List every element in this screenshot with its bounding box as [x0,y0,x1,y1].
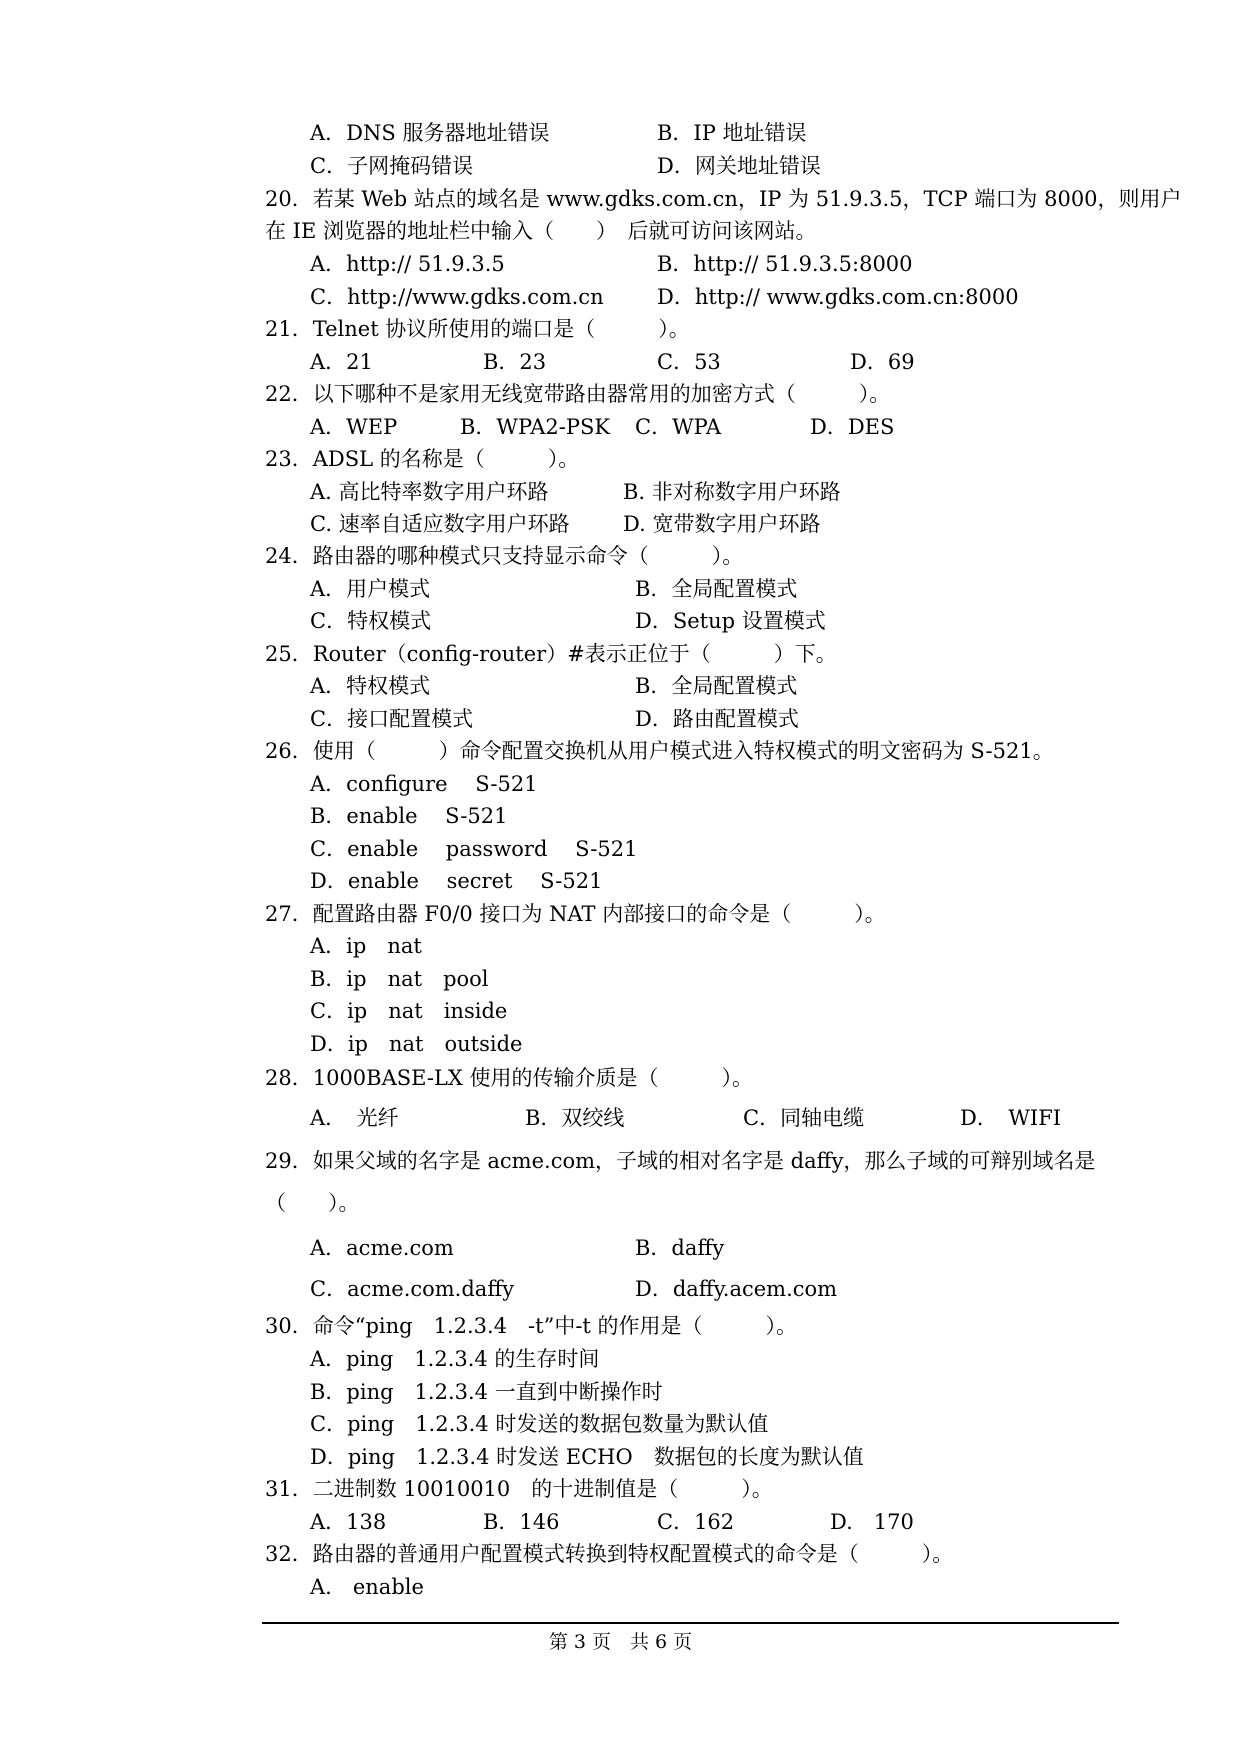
text-line: C．enable password S-521 [310,837,638,861]
text-line: C．ping 1.2.3.4 时发送的数据包数量为默认值 [310,1412,769,1436]
text-line: D．ping 1.2.3.4 时发送 ECHO 数据包的长度为默认值 [310,1445,864,1469]
answer-option: D. 宽带数字用户环路 [623,512,821,536]
text-line: B．ping 1.2.3.4 一直到中断操作时 [310,1380,663,1404]
answer-option: D．69 [850,350,915,374]
answer-option: C. 速率自适应数字用户环路 [310,512,570,536]
text-line: 30．命令“ping 1.2.3.4 -t”中-t 的作用是（ ）。 [265,1314,798,1338]
text-line: B．ip nat pool [310,967,489,991]
answer-option: B．全局配置模式 [635,674,798,698]
text-line: A．ip nat [310,934,422,958]
answer-option: B．http:// 51.9.3.5:8000 [657,252,913,276]
text-line: 24．路由器的哪种模式只支持显示命令（ ）。 [265,544,744,568]
answer-option: B. 非对称数字用户环路 [623,480,841,504]
text-line: A．configure S-521 [310,772,538,796]
answer-option: D．daffy.acem.com [635,1277,838,1301]
text-line: 21．Telnet 协议所使用的端口是（ ）。 [265,317,690,341]
answer-option: D．Setup 设置模式 [635,609,826,633]
answer-option: A．用户模式 [310,577,431,601]
answer-option: A．http:// 51.9.3.5 [310,252,505,276]
answer-option: D．http:// www.gdks.com.cn:8000 [657,285,1019,309]
answer-option: B．146 [483,1510,560,1534]
answer-option: A．138 [310,1510,387,1534]
text-line: 23．ADSL 的名称是（ ）。 [265,447,580,471]
answer-option: A．WEP [310,415,398,439]
answer-option: A．acme.com [310,1236,454,1260]
text-line: A．ping 1.2.3.4 的生存时间 [310,1347,600,1371]
text-line: 32．路由器的普通用户配置模式转换到特权配置模式的命令是（ ）。 [265,1542,954,1566]
answer-option: D．路由配置模式 [635,707,799,731]
answer-option: A．特权模式 [310,674,431,698]
text-line: 在 IE 浏览器的地址栏中输入（ ） 后就可访问该网站。 [265,219,817,243]
answer-option: B．全局配置模式 [635,577,798,601]
answer-option: D．DES [810,415,895,439]
answer-option: C．acme.com.daffy [310,1277,515,1301]
answer-option: C．子网掩码错误 [310,154,474,178]
text-line: C．ip nat inside [310,999,508,1023]
answer-option: B．IP 地址错误 [657,121,807,145]
answer-option: A. 高比特率数字用户环路 [310,480,549,504]
text-line: 20．若某 Web 站点的域名是 www.gdks.com.cn，IP 为 51.9.3.5，TCP 端口为 8000，则用户 [265,187,1182,211]
answer-option: B．WPA2-PSK [460,415,611,439]
answer-option: D．网关地址错误 [657,154,821,178]
answer-option: A．DNS 服务器地址错误 [310,121,550,145]
text-line: D．enable secret S-521 [310,869,603,893]
text-line: D．ip nat outside [310,1032,523,1056]
text-line: B．enable S-521 [310,804,508,828]
answer-option: C．特权模式 [310,609,432,633]
answer-option: A． 光纤 [310,1106,399,1130]
text-line: 28．1000BASE-LX 使用的传输介质是（ ）。 [265,1066,754,1090]
text-line: A. enable [310,1575,424,1599]
answer-option: B．23 [483,350,547,374]
text-line: 27．配置路由器 F0/0 接口为 NAT 内部接口的命令是（ ）。 [265,902,886,926]
answer-option: B．daffy [635,1236,725,1260]
answer-option: D． WIFI [960,1106,1062,1130]
text-line: 25．Router（config-router）#表示正位于（ ）下。 [265,642,837,666]
text-line: （ ）。 [265,1191,360,1215]
answer-option: C．接口配置模式 [310,707,474,731]
answer-option: C．http://www.gdks.com.cn [310,285,604,309]
answer-option: C．162 [657,1510,735,1534]
page-number: 第 3 页 共 6 页 [548,1631,693,1653]
answer-option: B．双绞线 [525,1106,625,1130]
text-line: 22．以下哪种不是家用无线宽带路由器常用的加密方式（ ）。 [265,382,891,406]
text-line: 26．使用（ ）命令配置交换机从用户模式进入特权模式的明文密码为 S-521。 [265,739,1054,763]
answer-option: D. 170 [830,1510,914,1534]
answer-option: C．53 [657,350,721,374]
answer-option: C．WPA [635,415,722,439]
answer-option: C．同轴电缆 [743,1106,865,1130]
text-line: 31．二进制数 10010010 的十进制值是（ ）。 [265,1477,773,1501]
footer-divider [262,1622,1119,1624]
text-line: 29．如果父域的名字是 acme.com，子域的相对名字是 daffy，那么子域的可辩别域名是 [265,1149,1096,1173]
answer-option: A．21 [310,350,373,374]
